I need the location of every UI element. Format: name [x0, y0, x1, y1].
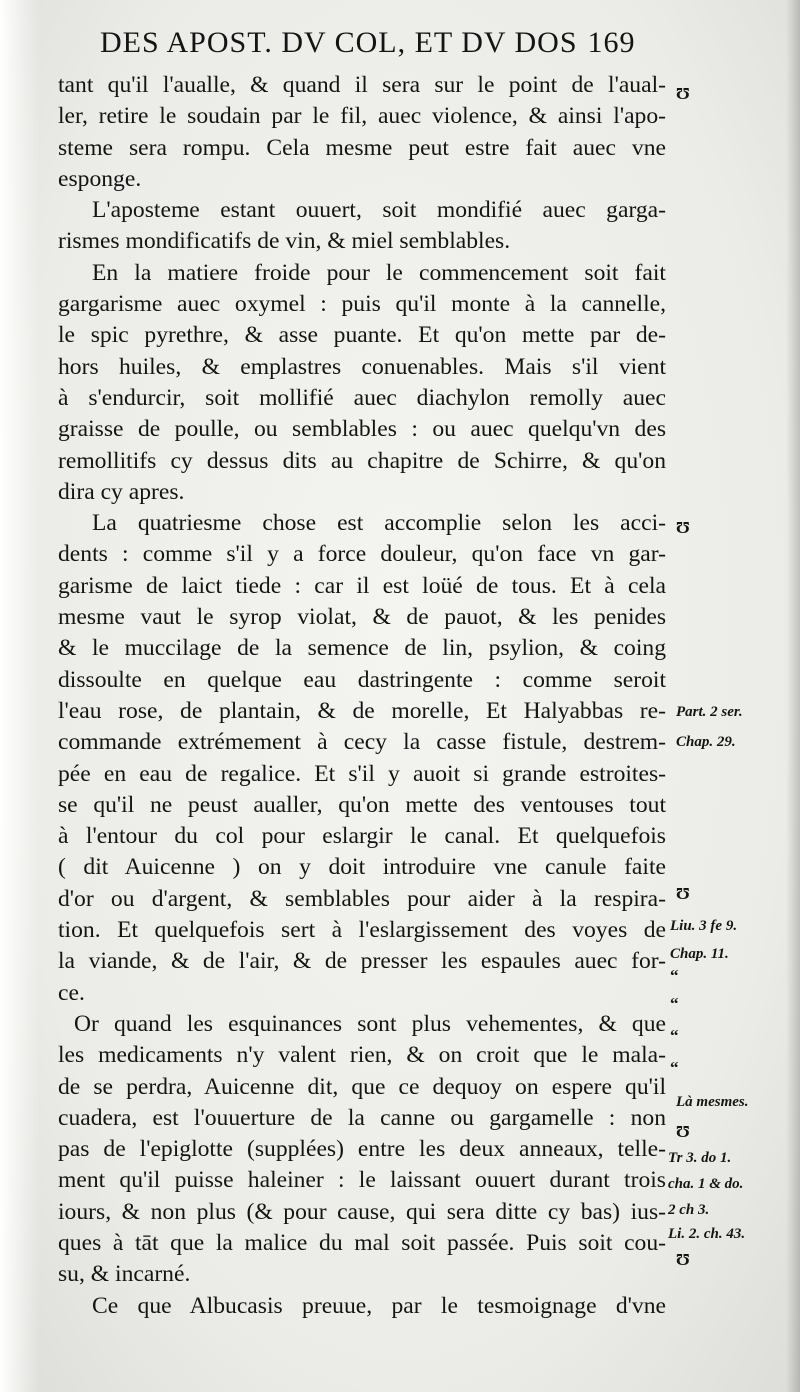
quote-mark-icon: “	[670, 994, 679, 1013]
text-line: & le muccilage de la semence de lin, psylion, & coing	[58, 635, 666, 662]
margin-note-liu: Liu. 3 fe 9.	[670, 918, 738, 934]
paragraph-mark-icon: Ʊ	[676, 84, 690, 103]
text-line: gargarisme auec oxymel : puis qu'il monte à la cannelle,	[58, 291, 666, 318]
running-title: DES APOST. DV COL, ET DV DOS	[100, 26, 578, 59]
page-number: 169	[587, 26, 636, 59]
text-line: tant qu'il l'aualle, & quand il sera sur le point de l'aual-	[58, 72, 666, 98]
text-line: dents : comme s'il y a force douleur, qu'on face vn gar-	[58, 541, 666, 568]
paragraph-mark-icon: Ʊ	[676, 518, 690, 537]
text-line: pée en eau de regalice. Et s'il y auoit si grande estroites-	[58, 760, 666, 787]
text-line: L'aposteme estant ouuert, soit mondifié auec garga-	[92, 197, 666, 224]
text-line: rismes mondificatifs de vin, & miel semblables.	[58, 228, 511, 255]
margin-note-cha: cha. 1 & do.	[668, 1176, 744, 1192]
margin-note-chap: Chap. 11.	[670, 946, 729, 962]
text-line: ( dit Auicenne ) on y doit introduire vne canule faite	[58, 854, 666, 881]
text-line: se qu'il ne peust aualler, qu'on mette des ventouses tout	[58, 791, 666, 818]
margin-note-part: Part. 2 ser.	[676, 704, 743, 720]
text-line: ques à tāt que la malice du mal soit passée. Puis soit cou-	[58, 1229, 666, 1256]
text-line: les medicaments n'y valent rien, & on croit que le mala-	[58, 1042, 666, 1069]
text-line: graisse de poulle, ou semblables : ou auec quelqu'vn des	[58, 416, 666, 443]
text-line: à l'entour du col pour eslargir le canal. Et quelquefois	[58, 823, 666, 850]
text-line: su, & incarné.	[58, 1261, 191, 1288]
margin-note-chap: Chap. 29.	[676, 734, 736, 750]
text-line: dira cy apres.	[58, 478, 185, 505]
margin-note-la-mesmes: Là mesmes.	[676, 1094, 749, 1110]
margin-note-tr: Tr 3. do 1.	[668, 1150, 732, 1166]
quote-mark-icon: “	[670, 1058, 679, 1077]
quote-mark-icon: “	[670, 1026, 679, 1045]
text-line: ment qu'il puisse haleiner : le laissant ouuert durant trois	[58, 1167, 666, 1194]
text-line: tion. Et quelquefois sert à l'eslargissement des voyes de	[58, 917, 666, 944]
text-line: pas de l'epiglotte (supplées) entre les deux anneaux, telle-	[58, 1136, 666, 1163]
text-line: d'or ou d'argent, & semblables pour aider à la respira-	[58, 885, 666, 912]
text-line: ler, retire le soudain par le fil, auec violence, & ainsi l'apo-	[58, 103, 666, 130]
text-line: dissoulte en quelque eau dastringente : comme seroit	[58, 666, 666, 693]
text-line: mesme vaut le syrop violat, & de pauot, & les penides	[58, 604, 666, 631]
margin-note-li: Li. 2. ch. 43.	[668, 1226, 746, 1242]
text-line: iours, & non plus (& pour cause, qui sera ditte cy bas) ius-	[58, 1198, 666, 1225]
text-line: hors huiles, & emplastres conuenables. Mais s'il vient	[58, 353, 666, 380]
margin-note-ch: 2 ch 3.	[668, 1202, 710, 1218]
text-line: Or quand les esquinances sont plus vehementes, & que	[74, 1010, 666, 1037]
text-line: le spic pyrethre, & asse puante. Et qu'on mette par de-	[58, 322, 666, 349]
paragraph-mark-icon: Ʊ	[676, 1122, 690, 1141]
text-line: remollitifs cy dessus dits au chapitre de Schirre, & qu'on	[58, 447, 666, 474]
text-line: En la matiere froide pour le commencement soit fait	[92, 259, 666, 286]
text-line: garisme de laict tiede : car il est loüé de tous. Et à cela	[58, 572, 666, 599]
text-line: de se perdra, Auicenne dit, que ce dequoy on espere qu'il	[58, 1073, 666, 1100]
text-line: esponge.	[58, 165, 142, 192]
text-line: à s'endurcir, soit mollifié auec diachylon remolly auec	[58, 384, 666, 411]
text-line: commande extrémement à cecy la casse fistule, destrem-	[58, 729, 666, 756]
text-line: l'eau rose, de plantain, & de morelle, Et Halyabbas re-	[58, 697, 666, 724]
text-line: cuadera, est l'ouuerture de la canne ou gargamelle : non	[58, 1104, 666, 1131]
text-line: ce.	[58, 979, 85, 1006]
text-line: steme sera rompu. Cela mesme peut estre fait auec vne	[58, 134, 666, 161]
paragraph-mark-icon: Ʊ	[676, 1250, 690, 1269]
text-line: La quatriesme chose est accomplie selon les acci-	[92, 510, 666, 537]
quote-mark-icon: “	[670, 966, 679, 985]
text-line: Ce que Albucasis preuue, par le tesmoignage d'vne	[92, 1292, 666, 1319]
text-line: la viande, & de l'air, & de presser les espaules auec for-	[58, 948, 666, 975]
paragraph-mark-icon: Ʊ	[676, 884, 690, 903]
